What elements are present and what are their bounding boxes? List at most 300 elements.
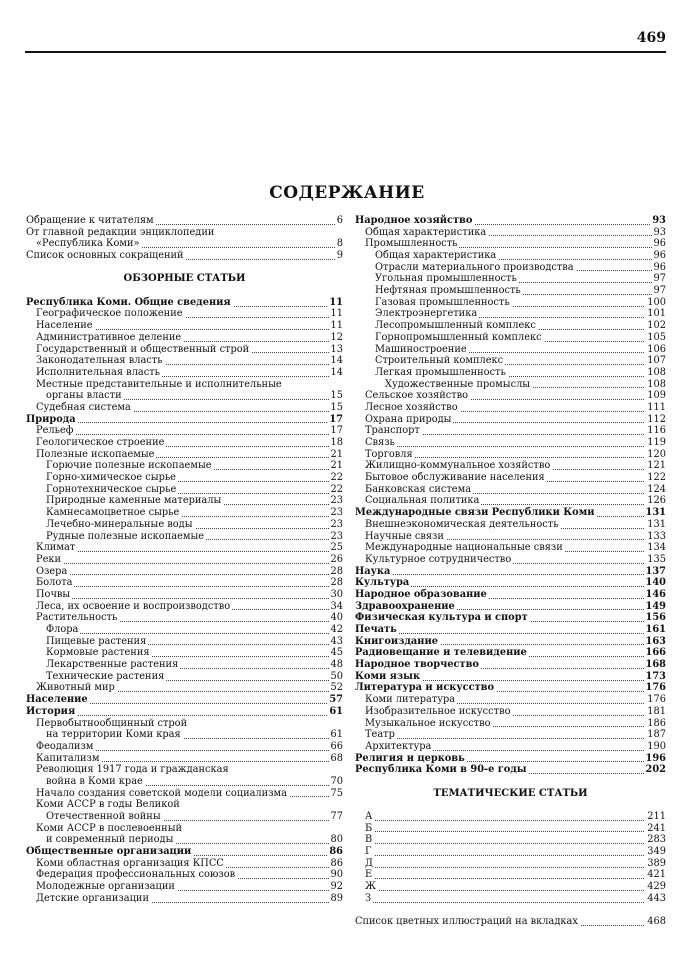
toc-entry: [26, 683, 343, 695]
toc-entry-label: Растительность: [36, 612, 118, 624]
toc-entry-label: Коми АССР в годы Великой: [36, 799, 180, 811]
toc-entry-label: Флора: [46, 624, 79, 636]
toc-entry: [355, 215, 666, 227]
toc-entry-page: 23: [330, 530, 343, 542]
toc-entry-page: 61: [330, 729, 343, 741]
toc-entry-page: 92: [330, 881, 343, 893]
toc-entry-label: Географическое положение: [36, 308, 183, 320]
toc-entry-label: Население: [36, 320, 93, 332]
toc-entry-label: Д: [365, 857, 373, 869]
toc-entry-label: Театр: [365, 729, 395, 741]
toc-entry-page: 173: [645, 670, 666, 682]
toc-entry-label: Республика Коми. Общие сведения: [26, 296, 231, 308]
toc-entry-label: Архитектура: [365, 740, 432, 752]
toc-entry: [26, 414, 343, 426]
spacer: [26, 285, 343, 297]
toc-entry: [355, 718, 666, 730]
toc-entry-label: Лекарственные растения: [46, 659, 179, 671]
toc-entry-label: Лечебно-минеральные воды: [46, 518, 193, 530]
toc-entry-label: «Республика Коми»: [36, 238, 140, 250]
toc-entry: [355, 262, 666, 274]
toc-entry-label: Машиностроение: [375, 343, 467, 355]
toc-entry: [26, 402, 343, 414]
toc-entry-label: Технические растения: [46, 670, 165, 682]
toc-entry-label: Почвы: [36, 588, 71, 600]
toc-entry: [26, 823, 343, 835]
toc-entry-page: 22: [330, 483, 343, 495]
toc-entry-label: Детские организации: [36, 892, 149, 904]
toc-entry: [26, 554, 343, 566]
toc-entry-label: Наука: [355, 565, 391, 577]
toc-entry-label: Животный мир: [36, 682, 115, 694]
dot-leader: [36, 586, 343, 587]
toc-entry-page: 57: [329, 694, 343, 706]
toc-entry: [355, 729, 666, 741]
toc-entry-label: Отрасли материального производства: [375, 261, 574, 273]
toc-entry: [26, 659, 343, 671]
spacer: [26, 262, 343, 274]
spacer: [355, 799, 666, 811]
toc-entry-page: 34: [330, 600, 343, 612]
toc-entry-label: Список цветных иллюстраций на вкладках: [355, 916, 578, 928]
toc-entry-page: 421: [647, 869, 666, 881]
toc-entry: [355, 624, 666, 636]
toc-entry: [26, 320, 343, 332]
toc-entry: [26, 671, 343, 683]
header-rule: [25, 51, 666, 53]
toc-entry-page: 97: [653, 273, 666, 285]
toc-entry: [355, 811, 666, 823]
toc-entry-page: 283: [647, 834, 666, 846]
toc-entry: [26, 577, 343, 589]
toc-entry-page: 202: [645, 764, 666, 776]
toc-entry-label: Народное образование: [355, 588, 487, 600]
toc-entry: [26, 542, 343, 554]
toc-entry-page: 14: [330, 355, 343, 367]
section-heading-label: ОБЗОРНЫЕ СТАТЬИ: [123, 273, 246, 285]
toc-entry: [26, 846, 343, 858]
toc-entry: [355, 309, 666, 321]
toc-entry-page: 86: [329, 846, 343, 858]
toc-entry: [355, 344, 666, 356]
toc-entry-label: Связь: [365, 437, 395, 449]
toc-entry: [26, 694, 343, 706]
toc-entry-label: Нефтяная промышленность: [375, 285, 521, 297]
toc-entry-label: Пищевые растения: [46, 635, 147, 647]
toc-entry-label: Газовая промышленность: [375, 296, 510, 308]
toc-entry-page: 21: [330, 460, 343, 472]
toc-entry: [26, 309, 343, 321]
toc-entry-label: З: [365, 892, 372, 904]
dot-leader: [36, 434, 343, 435]
toc-entry-label: Строительный комплекс: [375, 355, 504, 367]
toc-entry-page: 105: [647, 331, 666, 343]
toc-entry-page: 119: [647, 437, 666, 449]
toc-entry-page: 140: [645, 577, 666, 589]
toc-entry: [355, 320, 666, 332]
toc-entry-label: Феодализм: [36, 740, 94, 752]
toc-entry-page: 9: [336, 250, 343, 262]
toc-entry-page: 468: [647, 916, 666, 928]
toc-entry-page: 111: [647, 401, 666, 413]
toc-entry: [355, 846, 666, 858]
toc-entry-label: Озера: [36, 565, 68, 577]
toc-entry: [355, 332, 666, 344]
toc-entry: [355, 297, 666, 309]
toc-entry: [26, 776, 343, 788]
toc-entry-page: 21: [330, 448, 343, 460]
toc-entry-page: 176: [647, 694, 666, 706]
toc-entry-page: 211: [647, 811, 666, 823]
toc-entry-label: Первобытнообщинный строй: [36, 717, 188, 729]
toc-entry: [26, 297, 343, 309]
toc-entry-label: Революция 1917 года и гражданская: [36, 764, 229, 776]
toc-entry: [355, 870, 666, 882]
toc-entry: [26, 893, 343, 905]
toc-entry-page: 186: [647, 717, 666, 729]
toc-entry: [355, 367, 666, 379]
toc-entry-page: 429: [647, 881, 666, 893]
toc-entry-page: 14: [330, 366, 343, 378]
toc-entry-label: Электроэнергетика: [375, 308, 478, 320]
toc-entry: [355, 390, 666, 402]
toc-entry-label: Угольная промышленность: [375, 273, 517, 285]
page-number: 469: [636, 30, 666, 46]
toc-entry: [26, 496, 343, 508]
toc-entry: [26, 870, 343, 882]
toc-entry-page: 96: [653, 238, 666, 250]
page-title: СОДЕРЖАНИЕ: [269, 183, 425, 203]
toc-entry-page: 12: [330, 331, 343, 343]
toc-entry-page: 107: [647, 355, 666, 367]
toc-entry-label: Общественные организации: [26, 846, 192, 858]
toc-entry: [26, 472, 343, 484]
toc-entry-label: Болота: [36, 577, 73, 589]
toc-entry-label: Исполнительная власть: [36, 366, 161, 378]
dot-leader: [365, 867, 666, 868]
toc-entry-page: 89: [330, 892, 343, 904]
toc-entry: [355, 601, 666, 613]
dot-leader: [365, 831, 666, 832]
toc-entry-page: 101: [647, 308, 666, 320]
toc-entry-page: 23: [330, 507, 343, 519]
toc-entry: [355, 764, 666, 776]
toc-entry: [26, 788, 343, 800]
toc-entry-label: Климат: [36, 542, 76, 554]
toc-entry: [26, 390, 343, 402]
toc-entry-page: 106: [647, 343, 666, 355]
toc-entry: [355, 531, 666, 543]
toc-entry: [355, 285, 666, 297]
toc-entry-page: 6: [336, 214, 343, 226]
toc-entry-label: Список основных сокращений: [26, 250, 184, 262]
toc-entry-page: 349: [647, 846, 666, 858]
toc-entry-label: Литература и искусство: [355, 682, 494, 694]
toc-entry: [26, 332, 343, 344]
toc-entry: [26, 507, 343, 519]
toc-entry-label: Законодательная власть: [36, 355, 163, 367]
toc-entry: [26, 437, 343, 449]
toc-entry-label: Лесное хозяйство: [365, 401, 458, 413]
toc-entry: [26, 764, 343, 776]
toc-entry-label: Радиовещание и телевидение: [355, 647, 527, 659]
toc-entry-label: Общая характеристика: [375, 250, 497, 262]
toc-entry-page: 26: [330, 553, 343, 565]
toc-entry: [355, 460, 666, 472]
toc-entry-page: 131: [647, 518, 666, 530]
toc-entry: [355, 589, 666, 601]
toc-entry-label: А: [365, 811, 373, 823]
toc-entry-page: 149: [645, 600, 666, 612]
toc-entry: [26, 460, 343, 472]
toc-entry-page: 168: [645, 659, 666, 671]
toc-entry-label: Е: [365, 869, 373, 881]
toc-entry: [355, 449, 666, 461]
toc-entry: [355, 379, 666, 391]
toc-entry-page: 77: [330, 811, 343, 823]
toc-entry-label: Охрана природы: [365, 413, 452, 425]
toc-entry: [26, 519, 343, 531]
toc-entry-page: 135: [647, 553, 666, 565]
section-heading: [26, 273, 343, 285]
toc-entry: [26, 367, 343, 379]
toc-entry: [26, 227, 343, 239]
toc-entry-page: 23: [330, 495, 343, 507]
toc-entry-label: Г: [365, 846, 372, 858]
toc-entry: [355, 402, 666, 414]
toc-entry-page: 23: [330, 518, 343, 530]
toc-entry-page: 121: [647, 460, 666, 472]
toc-entry: [26, 589, 343, 601]
dot-leader: [36, 551, 343, 552]
toc-entry: [355, 519, 666, 531]
toc-entry-label: Бытовое обслуживание населения: [365, 472, 545, 484]
toc-entry-page: 43: [330, 635, 343, 647]
section-heading-label: ТЕМАТИЧЕСКИЕ СТАТЬИ: [433, 787, 588, 799]
toc-entry-page: 50: [330, 670, 343, 682]
toc-entry: [355, 741, 666, 753]
toc-entry: [26, 449, 343, 461]
toc-entry: [26, 425, 343, 437]
toc-entry-label: органы власти: [46, 390, 122, 402]
toc-entry-label: От главной редакции энциклопедии: [26, 226, 215, 238]
toc-entry-label: Музыкальное искусство: [365, 717, 491, 729]
toc-entry: [26, 344, 343, 356]
toc-entry: [26, 799, 343, 811]
toc-entry-label: Промышленность: [365, 238, 458, 250]
toc-entry-page: 176: [645, 682, 666, 694]
toc-entry-label: Рудные полезные ископаемые: [46, 530, 205, 542]
toc-entry: [355, 355, 666, 367]
toc-entry-page: 18: [330, 437, 343, 449]
toc-entry-label: Социальная политика: [365, 495, 480, 507]
toc-entry: [26, 624, 343, 636]
toc-entry-label: Леса, их освоение и воспроизводство: [36, 600, 231, 612]
toc-entry: [355, 916, 666, 928]
toc-entry-page: 13: [330, 343, 343, 355]
dot-leader: [365, 843, 666, 844]
toc-entry-page: 108: [647, 378, 666, 390]
toc-entry-label: Горнопромышленный комплекс: [375, 331, 542, 343]
toc-entry-page: 443: [647, 892, 666, 904]
toc-entry-label: Начало создания советской модели социализма: [36, 787, 287, 799]
toc-entry-page: 30: [330, 588, 343, 600]
toc-entry-label: Обращение к читателям: [26, 214, 154, 226]
toc-entry-label: Камнесамоцветное сырье: [46, 507, 180, 519]
toc-entry-page: 389: [647, 857, 666, 869]
toc-entry-page: 96: [653, 261, 666, 273]
section-heading: [355, 788, 666, 800]
dot-leader: [365, 855, 666, 856]
toc-entry: [26, 729, 343, 741]
toc-entry-label: Административное деление: [36, 331, 182, 343]
toc-entry: [355, 636, 666, 648]
toc-entry: [26, 484, 343, 496]
toc-entry: [26, 238, 343, 250]
toc-entry-page: 48: [330, 659, 343, 671]
toc-entry: [355, 858, 666, 870]
toc-entry-label: Банковская система: [365, 483, 472, 495]
toc-entry-label: Научные связи: [365, 530, 444, 542]
toc-entry-label: Государственный и общественный строй: [36, 343, 250, 355]
toc-entry: [26, 636, 343, 648]
toc-entry-page: 146: [645, 588, 666, 600]
toc-entry-label: Международные связи Республики Коми: [355, 507, 595, 519]
toc-entry-page: 109: [647, 390, 666, 402]
toc-entry: [355, 694, 666, 706]
toc-entry-label: История: [26, 705, 76, 717]
toc-entry: [355, 577, 666, 589]
toc-entry-page: 15: [330, 401, 343, 413]
toc-entry-label: Местные представительные и исполнительные: [36, 378, 282, 390]
toc-entry: [26, 811, 343, 823]
dot-leader: [355, 633, 666, 634]
toc-entry-label: Горючие полезные ископаемые: [46, 460, 212, 472]
toc-entry: [355, 227, 666, 239]
dot-leader: [365, 820, 666, 821]
toc-entry-page: 96: [653, 250, 666, 262]
toc-entry-page: 97: [653, 285, 666, 297]
dot-leader: [365, 446, 666, 447]
toc-entry-label: Республика Коми в 90-е годы: [355, 764, 527, 776]
toc-entry: [26, 718, 343, 730]
toc-entry-label: Коми язык: [355, 670, 421, 682]
toc-entry-page: 102: [647, 320, 666, 332]
toc-entry-page: 66: [330, 740, 343, 752]
toc-entry-label: Коми АССР в послевоенный: [36, 822, 183, 834]
toc-entry-page: 86: [330, 857, 343, 869]
toc-column-right: [355, 215, 666, 928]
toc-entry-label: Лесопромышленный комплекс: [375, 320, 536, 332]
toc-entry-label: Полезные ископаемые: [36, 448, 155, 460]
toc-entry: [355, 659, 666, 671]
toc-entry-page: 45: [330, 647, 343, 659]
toc-entry-label: Народное творчество: [355, 659, 479, 671]
toc-entry-page: 80: [330, 834, 343, 846]
toc-entry-label: Горнотехническое сырье: [46, 483, 177, 495]
spacer: [355, 905, 666, 917]
toc-entry-page: 166: [645, 647, 666, 659]
toc-entry-label: Отечественной войны: [46, 811, 161, 823]
toc-entry-page: 25: [330, 542, 343, 554]
toc-entry-page: 22: [330, 472, 343, 484]
toc-entry-label: Сельское хозяйство: [365, 390, 469, 402]
dot-leader: [365, 902, 666, 903]
dot-leader: [36, 563, 343, 564]
toc-entry-page: 163: [645, 635, 666, 647]
toc-entry: [26, 566, 343, 578]
toc-entry-label: Судебная система: [36, 401, 131, 413]
toc-entry-page: 28: [330, 577, 343, 589]
toc-entry-label: Книгоиздание: [355, 635, 438, 647]
toc-entry-label: Геологическое строение: [36, 437, 165, 449]
toc-entry-page: 134: [647, 542, 666, 554]
dot-leader: [355, 574, 666, 575]
toc-entry: [355, 238, 666, 250]
toc-entry-page: 90: [330, 869, 343, 881]
spacer: [355, 776, 666, 788]
toc-entry: [355, 893, 666, 905]
toc-entry-label: Общая характеристика: [365, 226, 487, 238]
toc-entry-label: Изобразительное искусство: [365, 705, 511, 717]
toc-entry-page: 11: [330, 320, 343, 332]
toc-entry: [355, 554, 666, 566]
toc-entry-label: Горно-химическое сырье: [46, 472, 176, 484]
toc-entry-label: Международные национальные связи: [365, 542, 563, 554]
toc-entry: [26, 741, 343, 753]
toc-entry-label: на территории Коми края: [46, 729, 181, 741]
toc-entry-label: Коми областная организация КПСС: [36, 857, 224, 869]
toc-entry-label: В: [365, 834, 373, 846]
toc-entry: [26, 355, 343, 367]
toc-entry: [355, 881, 666, 893]
toc-entry-page: 190: [647, 740, 666, 752]
toc-entry: [355, 834, 666, 846]
toc-entry-page: 52: [330, 682, 343, 694]
toc-entry-page: 137: [645, 565, 666, 577]
toc-entry-label: Природные каменные материалы: [46, 495, 222, 507]
toc-entry-page: 181: [647, 705, 666, 717]
toc-entry-label: Народное хозяйство: [355, 214, 473, 226]
toc-entry-page: 131: [645, 507, 666, 519]
toc-entry: [26, 612, 343, 624]
toc-entry: [355, 437, 666, 449]
toc-entry-page: 156: [645, 612, 666, 624]
toc-entry-label: Кормовые растения: [46, 647, 150, 659]
toc-entry-page: 17: [330, 425, 343, 437]
toc-entry-label: Культура: [355, 577, 410, 589]
toc-entry-page: 42: [330, 624, 343, 636]
toc-entry-page: 124: [647, 483, 666, 495]
toc-entry-label: Физическая культура и спорт: [355, 612, 528, 624]
toc-entry: [355, 273, 666, 285]
toc-entry-page: 161: [645, 624, 666, 636]
toc-entry-page: 40: [330, 612, 343, 624]
toc-entry-label: Транспорт: [365, 425, 420, 437]
toc-entry-label: Здравоохранение: [355, 600, 455, 612]
toc-entry-label: Рельеф: [36, 425, 74, 437]
toc-entry-label: Реки: [36, 553, 62, 565]
toc-column-left: [26, 215, 343, 905]
toc-entry: [355, 472, 666, 484]
toc-entry: [355, 250, 666, 262]
dot-leader: [46, 633, 343, 634]
toc-entry: [355, 612, 666, 624]
toc-entry-label: Художественные промыслы: [385, 378, 531, 390]
toc-entry-label: Внешнеэкономическая деятельность: [365, 518, 559, 530]
toc-entry: [26, 215, 343, 227]
toc-entry-page: 93: [652, 214, 666, 226]
